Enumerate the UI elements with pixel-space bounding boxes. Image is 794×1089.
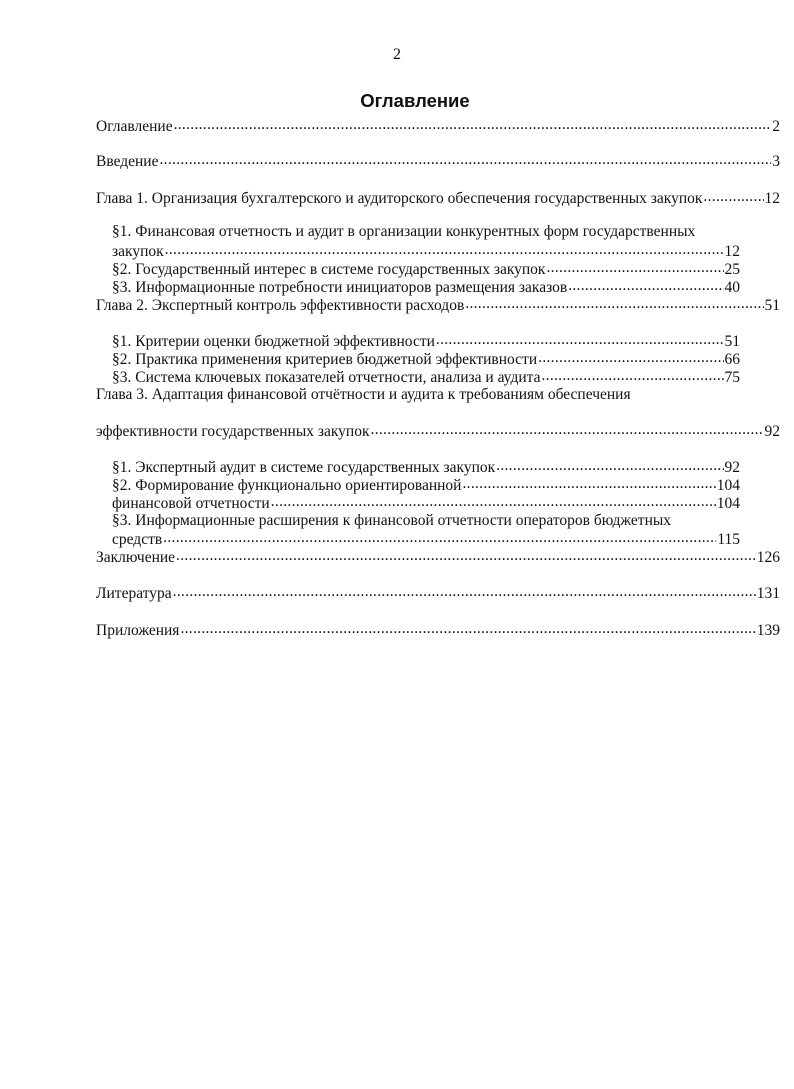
toc-entry-text: §2. Государственный интерес в системе государственных закупок	[112, 261, 546, 278]
toc-entry-text: эффективности государственных закупок	[96, 423, 370, 440]
toc-entry-page: 3	[772, 153, 780, 170]
dot-leader	[173, 584, 756, 598]
toc-entry-text: §2. Практика применения критериев бюджетной эффективности	[112, 351, 538, 368]
toc-entry-page: 126	[756, 549, 780, 566]
toc-entry-text: закупок	[112, 243, 164, 260]
dot-leader	[176, 548, 756, 562]
toc-entry-page: 104	[716, 495, 740, 512]
toc-entry-text: §3. Система ключевых показателей отчетности, анализа и аудита	[112, 369, 541, 386]
toc-entry-page: 12	[724, 243, 740, 260]
dot-leader	[159, 152, 771, 166]
dot-leader	[496, 458, 723, 472]
dot-leader	[174, 117, 772, 131]
toc-entry-page: 12	[764, 190, 780, 207]
dot-leader	[180, 621, 755, 635]
toc-entry-page: 115	[717, 531, 740, 548]
toc-entry-ch3-s2[interactable]	[112, 476, 740, 495]
toc-entry-ch1-s1-line1[interactable]: §1. Финансовая отчетность и аудит в организации конкурентных форм государственных	[112, 223, 696, 240]
dot-leader	[462, 476, 715, 490]
toc-entry-page: 51	[724, 333, 740, 350]
dot-leader	[541, 368, 723, 382]
toc-entry-text: Приложения	[96, 622, 180, 639]
toc-entry-text: финансовой отчетности	[112, 495, 270, 512]
toc-entry-ch2-s1[interactable]	[112, 332, 740, 351]
dot-leader	[538, 350, 723, 364]
toc-entry-text: §3. Информационные потребности инициаторов размещения заказов	[112, 279, 568, 296]
toc-entry-page: 2	[772, 118, 780, 135]
toc-entry-page: 51	[764, 297, 780, 314]
toc-entry-ch3-s3[interactable]	[112, 530, 740, 549]
dot-leader	[465, 296, 763, 310]
toc-entry-chapter-3-line1[interactable]: Глава 3. Адаптация финансовой отчётности и аудита к требованиям обеспечения	[96, 386, 631, 403]
dot-leader	[568, 278, 723, 292]
dot-leader	[546, 260, 723, 274]
toc-entry-ch3-s2-cont[interactable]	[112, 494, 740, 513]
toc-entry-text: Глава 2. Экспертный контроль эффективности расходов	[96, 297, 465, 314]
toc-entry-chapter-2[interactable]	[96, 296, 780, 315]
toc-entry-ch3-s1[interactable]	[112, 458, 740, 477]
toc-entry-text: §1. Критерии оценки бюджетной эффективности	[112, 333, 435, 350]
toc-entry-text: средств	[112, 531, 163, 548]
toc-entry-ch1-s2[interactable]	[112, 260, 740, 279]
toc-entry-page: 75	[724, 369, 740, 386]
toc-entry-literature[interactable]	[96, 584, 780, 603]
toc-entry-introduction[interactable]	[96, 152, 780, 171]
toc-entry-text: §2. Формирование функционально ориентированной	[112, 477, 462, 494]
toc-entry-ch2-s2[interactable]	[112, 350, 740, 369]
toc-entry-conclusion[interactable]	[96, 548, 780, 567]
toc-entry-ch1-s3[interactable]	[112, 278, 740, 297]
toc-entry-text: Литература	[96, 585, 172, 602]
toc-entry-ch1-s1[interactable]	[112, 242, 740, 261]
dot-leader	[371, 422, 764, 436]
toc-entry-page: 104	[716, 477, 740, 494]
dot-leader	[271, 494, 716, 508]
toc-entry-page: 92	[764, 423, 780, 440]
toc-entry-text: Заключение	[96, 549, 176, 566]
toc-entry-page: 25	[724, 261, 740, 278]
toc-entry-page: 66	[724, 351, 740, 368]
toc-entry-ch3-s3-line1[interactable]: §3. Информационные расширения к финансовой отчетности операторов бюджетных	[112, 512, 672, 529]
toc-entry-appendices[interactable]	[96, 621, 780, 640]
toc-entry-chapter-3[interactable]	[96, 422, 780, 441]
dot-leader	[165, 242, 724, 256]
dot-leader	[703, 189, 763, 203]
dot-leader	[436, 332, 724, 346]
toc-entry-text: Оглавление	[96, 118, 173, 135]
page-title: Оглавление	[360, 90, 470, 111]
page-number: 2	[393, 46, 401, 63]
toc-entry-page: 131	[756, 585, 780, 602]
toc-entry-page: 92	[724, 459, 740, 476]
toc-entry-text: Глава 1. Организация бухгалтерского и аудиторского обеспечения государственных закупок	[96, 190, 703, 207]
toc-entry-page: 139	[756, 622, 780, 639]
toc-entry-ch2-s3[interactable]	[112, 368, 740, 387]
toc-entry-page: 40	[724, 279, 740, 296]
toc-entry-text: §1. Экспертный аудит в системе государственных закупок	[112, 459, 496, 476]
toc-entry-chapter-1[interactable]	[96, 189, 780, 208]
dot-leader	[163, 530, 716, 544]
toc-entry-text: Введение	[96, 153, 159, 170]
toc-entry-contents[interactable]	[96, 117, 780, 136]
